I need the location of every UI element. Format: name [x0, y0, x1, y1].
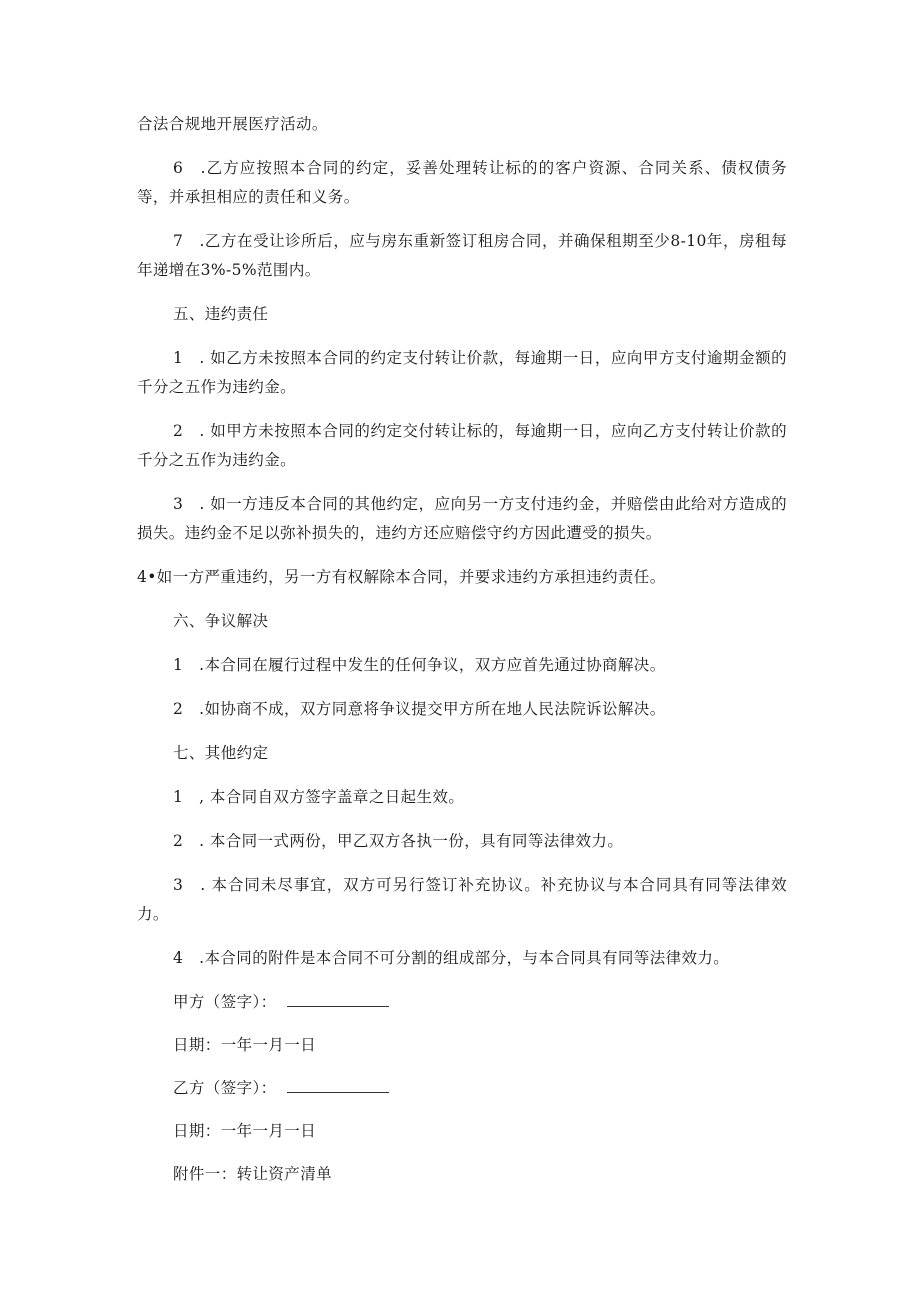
clause-7-2: 2 . 本合同一式两份，甲乙双方各执一份，具有同等法律效力。 [173, 832, 624, 850]
section-heading-7: 七、其他约定 [173, 744, 269, 762]
party-a-signature-line [287, 990, 389, 1007]
clause-6-1: 1 .本合同在履行过程中发生的任何争议，双方应首先通过协商解决。 [173, 656, 666, 674]
party-a-signature-row [137, 988, 787, 1017]
attachment-title: 附件一：转让资产清单 [173, 1165, 333, 1183]
party-a-label: 甲方（签字）： [173, 993, 277, 1011]
party-b-label: 乙方（签字）： [173, 1079, 277, 1097]
clause-5-1: 1 . 如乙方未按照本合同的约定支付转让价款，每逾期一日，应向甲方支付逾期金额的千分之五作为违约金。 [137, 349, 787, 396]
clause-4-6: 6 .乙方应按照本合同的约定，妥善处理转让标的的客户资源、合同关系、债权债务等，并承担相应的责任和义务。 [137, 159, 787, 206]
date-b: 日期：一年一月一日 [173, 1122, 317, 1140]
clause-5-4: 4•如一方严重违约，另一方有权解除本合同，并要求违约方承担违约责任。 [137, 568, 666, 586]
clause-5-2: 2 . 如甲方未按照本合同的约定交付转让标的，每逾期一日，应向乙方支付转让价款的千分之五作为违约金。 [137, 422, 787, 469]
clause-5-3: 3 . 如一方违反本合同的其他约定，应向另一方支付违约金，并赔偿由此给对方造成的损失。违约金不足以弥补损失的，违约方还应赔偿守约方因此遭受的损失。 [137, 495, 787, 542]
date-a: 日期：一年一月一日 [173, 1036, 317, 1054]
clause-7-1: 1 , 本合同自双方签字盖章之日起生效。 [173, 788, 465, 806]
paragraph-continuation: 合法合规地开展医疗活动。 [137, 115, 328, 133]
clause-6-2: 2 .如协商不成，双方同意将争议提交甲方所在地人民法院诉讼解决。 [173, 700, 666, 718]
clause-7-4: 4 .本合同的附件是本合同不可分割的组成部分，与本合同具有同等法律效力。 [173, 949, 730, 967]
section-heading-5: 五、违约责任 [173, 305, 269, 323]
clause-7-3: 3 . 本合同未尽事宜，双方可另行签订补充协议。补充协议与本合同具有同等法律效力。 [137, 876, 787, 923]
clause-4-7: 7 .乙方在受让诊所后，应与房东重新签订租房合同，并确保租期至少8-10年，房租每年递增在3%-5%范围内。 [137, 232, 787, 279]
document-page [137, 110, 787, 1203]
party-b-signature-line [287, 1076, 389, 1093]
party-b-signature-row [137, 1074, 787, 1103]
section-heading-6: 六、争议解决 [173, 612, 269, 630]
